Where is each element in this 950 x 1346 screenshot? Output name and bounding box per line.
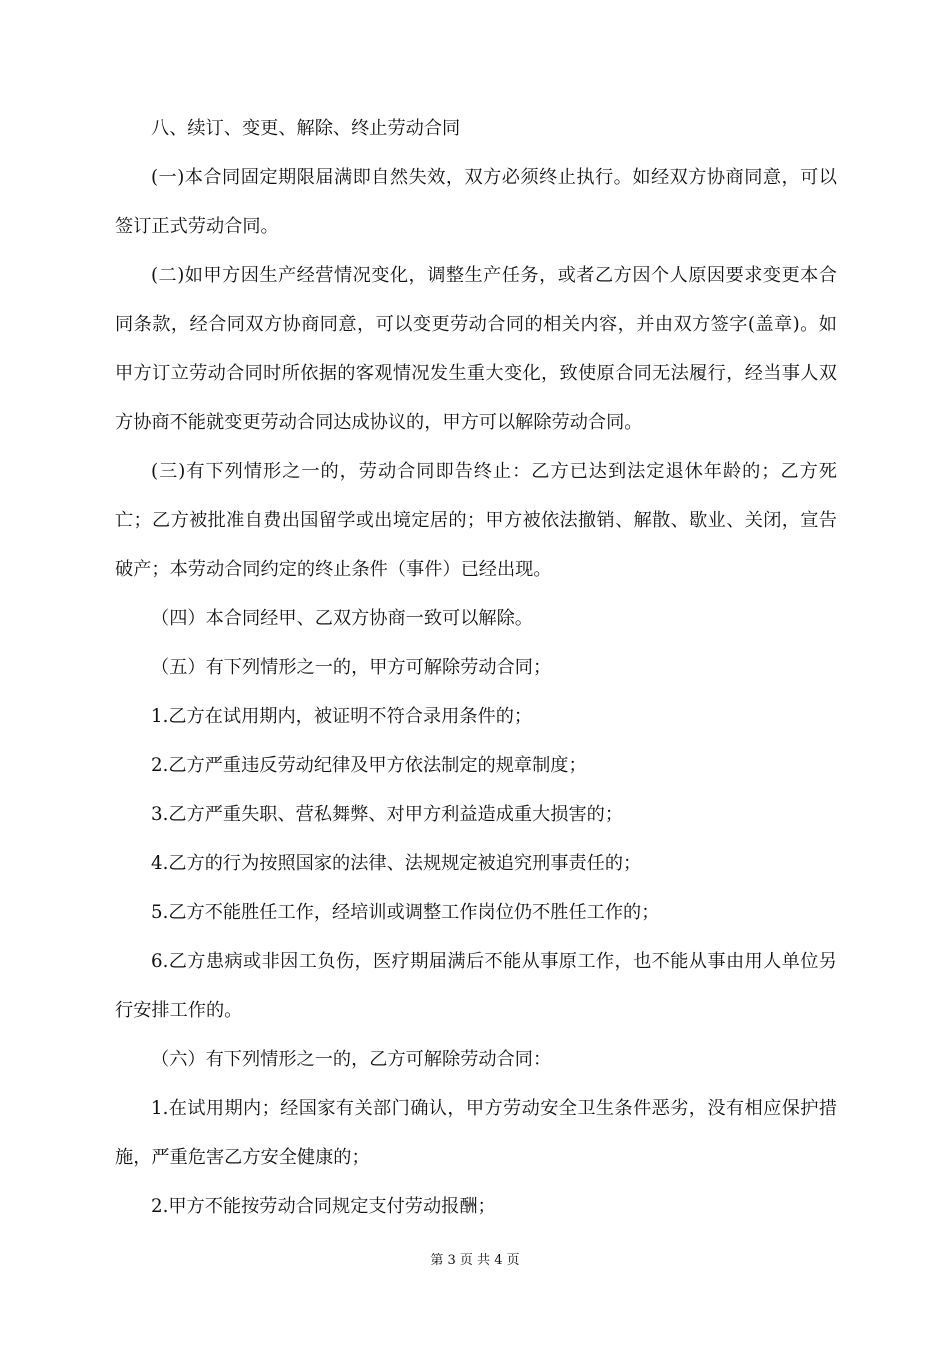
clause-5-item-1: 1.乙方在试用期内，被证明不符合录用条件的； xyxy=(151,706,533,727)
clause-3: (三)有下列情形之一的，劳动合同即告终止：乙方已达到法定退休年龄的；乙方死亡；乙方被批准自费出国留学或出境定居的；甲方被依法撤销、解散、歇业、关闭，宣告破产；本劳动合同约定的终止条件（事件）已经出现。 xyxy=(115,461,837,580)
clause-6-item-2: 2.甲方不能按劳动合同规定支付劳动报酬； xyxy=(151,1196,496,1217)
clause-5-item-6: 6.乙方患病或非因工负伤，医疗期届满后不能从事原工作，也不能从事由用人单位另行安排工作的。 xyxy=(115,951,837,1021)
clause-5-item-2: 2.乙方严重违反劳动纪律及甲方依法制定的规章制度； xyxy=(151,755,587,776)
clause-5-item-5: 5.乙方不能胜任工作，经培训或调整工作岗位仍不胜任工作的； xyxy=(151,902,660,923)
page-number: 第 3 页 共 4 页 xyxy=(430,1253,520,1268)
section-heading: 八、续订、变更、解除、终止劳动合同 xyxy=(151,118,461,139)
clause-6: （六）有下列情形之一的，乙方可解除劳动合同： xyxy=(151,1049,552,1070)
clause-6-item-1: 1.在试用期内；经国家有关部门确认，甲方劳动安全卫生条件恶劣，没有相应保护措施，严重危害乙方安全健康的； xyxy=(115,1098,837,1168)
document-body xyxy=(115,104,837,1231)
clause-1: (一)本合同固定期限届满即自然失效，双方必须终止执行。如经双方协商同意，可以签订正式劳动合同。 xyxy=(115,167,837,237)
clause-2: (二)如甲方因生产经营情况变化，调整生产任务，或者乙方因个人原因要求变更本合同条款，经合同双方协商同意，可以变更劳动合同的相关内容，并由双方签字(盖章)。如甲方订立劳动合同时所依据的客观情况发生重大变化，致使原合同无法履行，经当事人双方协商不能就变更劳动合同达成协议的，甲方可以解除劳动合同。 xyxy=(115,265,837,433)
clause-5-item-4: 4.乙方的行为按照国家的法律、法规规定被追究刑事责任的； xyxy=(151,853,642,874)
clause-5: （五）有下列情形之一的，甲方可解除劳动合同； xyxy=(151,657,552,678)
clause-4: （四）本合同经甲、乙双方协商一致可以解除。 xyxy=(151,608,533,629)
clause-5-item-3: 3.乙方严重失职、营私舞弊、对甲方利益造成重大损害的； xyxy=(151,804,624,825)
